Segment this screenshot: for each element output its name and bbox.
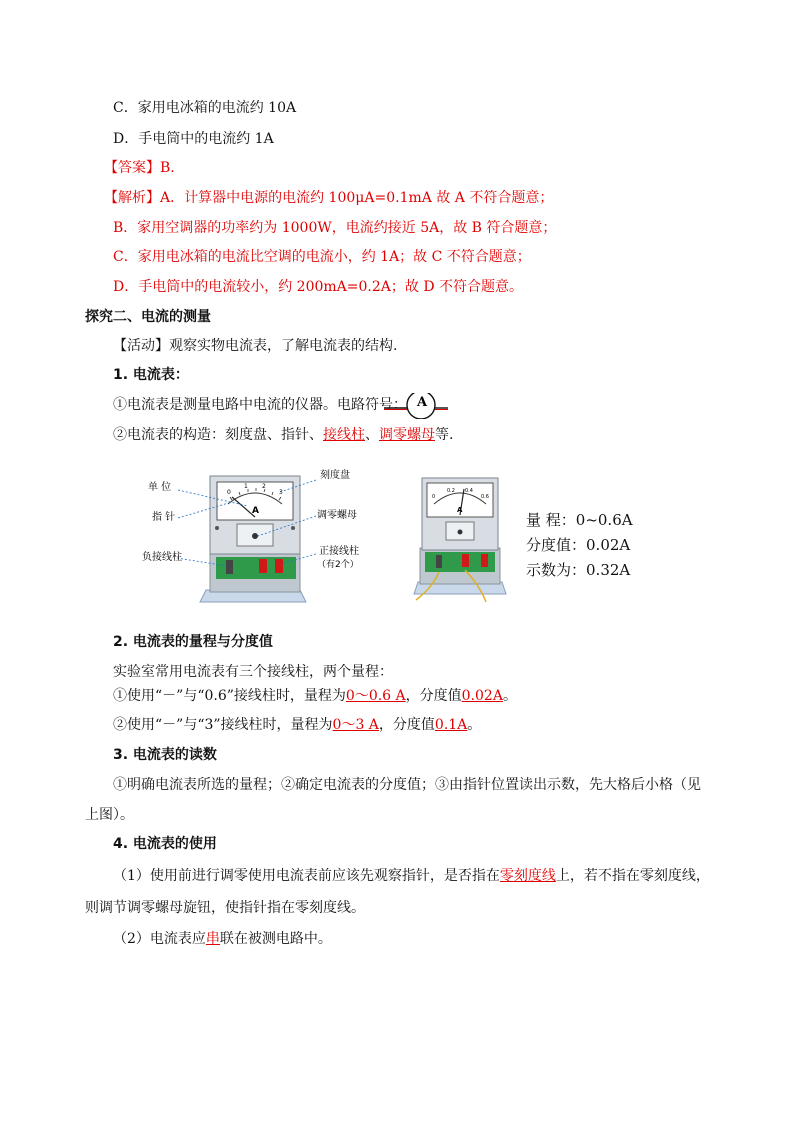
part4-p2-a: （2）电流表应 xyxy=(113,931,206,947)
range-06: 0～0.6 A xyxy=(345,688,406,704)
part4-p2 xyxy=(113,929,332,949)
tick-label-3: 3 xyxy=(279,489,283,496)
ammeter-symbol-letter: A xyxy=(416,395,428,410)
part1-item2-sep: 、 xyxy=(365,427,379,443)
reading-range-label: 量 程： xyxy=(526,511,576,529)
ammeter-diagram xyxy=(140,462,410,607)
part3-heading: 3. 电流表的读数 xyxy=(113,747,217,763)
ammeter-symbol-icon xyxy=(384,393,448,419)
part2-l1-b: ，分度值 xyxy=(405,688,462,704)
part4-p2-b: 联在被测电路中。 xyxy=(219,931,332,947)
part3-l2: 上图）。 xyxy=(85,807,134,823)
analysis-c: C．家用电冰箱的电流比空调的电流小，约 1A；故 C 不符合题意； xyxy=(113,249,531,265)
division-002: 0.02A xyxy=(461,688,503,704)
label-pos-terminal: 正接线柱 xyxy=(319,546,359,557)
label-unit: 单 位 xyxy=(148,482,172,493)
part1-item1: ①电流表是测量电路中电流的仪器。电路符号： xyxy=(113,397,407,413)
option-c: C．家用电冰箱的电流约 10A xyxy=(113,100,297,116)
analysis-a: A．计算器中电源的电流约 100μA=0.1mA 故 A 不符合题意； xyxy=(160,190,554,206)
part2-l1-a: ①使用“－”与“0.6”接线柱时，量程为 xyxy=(113,688,346,704)
zero-line-term: 零刻度线 xyxy=(499,868,556,884)
tick-label-0: 0 xyxy=(227,489,231,496)
label-pointer: 指 针 xyxy=(152,512,176,523)
part4-p1 xyxy=(113,866,710,886)
option-d: D．手电筒中的电流约 1A xyxy=(113,131,274,147)
reading-value-label: 示数为： xyxy=(526,561,587,579)
reading-tick-02: 0.2 xyxy=(447,488,455,494)
activity-line xyxy=(113,336,397,356)
reading-division-value: 0.02A xyxy=(586,536,631,554)
reading-division xyxy=(526,535,630,555)
part1-item2 xyxy=(113,425,453,445)
part1-heading: 1. 电流表： xyxy=(113,367,189,383)
reading-range xyxy=(526,510,633,530)
section-title: 探究二、电流的测量 xyxy=(85,309,211,325)
meter-letter: A xyxy=(252,506,259,516)
activity-text: 观察实物电流表，了解电流表的结构. xyxy=(169,338,398,354)
division-01: 0.1A xyxy=(434,717,468,733)
analysis-line-a xyxy=(104,188,553,208)
part2-line2 xyxy=(113,715,481,735)
zero-nut xyxy=(252,533,258,539)
reading-value xyxy=(526,560,630,580)
analysis-label: 【解析】 xyxy=(104,190,160,206)
reading-tick-04: 0.4 xyxy=(465,488,473,494)
answer-label: 【答案】 xyxy=(104,160,160,176)
terminal-term: 接线柱 xyxy=(323,427,365,443)
ammeter-reading-diagram xyxy=(410,470,510,605)
part1-item2-prefix: ②电流表的构造：刻度盘、指针、 xyxy=(113,427,323,443)
range-3: 0～3 A xyxy=(332,717,379,733)
analysis-d: D．手电筒中的电流较小，约 200mA=0.2A；故 D 不符合题意。 xyxy=(113,279,524,295)
label-zero-nut: 调零螺母 xyxy=(317,510,357,521)
series-term: 串 xyxy=(205,931,220,947)
reading-tick-06: 0.6 xyxy=(481,494,489,500)
part4-p1-a: （1）使用前进行调零使用电流表前应该先观察指针，是否指在 xyxy=(113,868,500,884)
zero-nut-term: 调零螺母 xyxy=(379,427,435,443)
part2-l2-b: ，分度值 xyxy=(378,717,435,733)
part2-l2-a: ②使用“－”与“3”接线柱时，量程为 xyxy=(113,717,333,733)
part4-heading: 4. 电流表的使用 xyxy=(113,836,217,852)
answer-value: B. xyxy=(160,160,175,176)
part4-p1-l2: 则调节调零螺母旋钮，使指针指在零刻度线。 xyxy=(85,900,365,916)
analysis-b: B．家用空调器的功率约为 1000W，电流约接近 5A，故 B 符合题意； xyxy=(113,220,557,236)
reading-division-label: 分度值： xyxy=(526,536,587,554)
part2-l2-c: 。 xyxy=(467,717,482,733)
part2-heading: 2. 电流表的量程与分度值 xyxy=(113,634,273,650)
part1-item2-suffix: 等. xyxy=(435,427,454,443)
part2-intro: 实验室常用电流表有三个接线柱，两个量程： xyxy=(113,664,393,680)
reading-value-number: 0.32A xyxy=(586,561,631,579)
part3-l1: ①明确电流表所选的量程；②确定电流表的分度值；③由指针位置读出示数，先大格后小格（见 xyxy=(113,777,701,793)
activity-label: 【活动】 xyxy=(113,338,169,354)
answer-line xyxy=(104,158,175,178)
part4-p1-b: 上，若不指在零刻度线， xyxy=(555,868,710,884)
tick-label-2: 2 xyxy=(262,483,266,490)
reading-meter-letter: A xyxy=(457,506,463,514)
part2-line1 xyxy=(113,686,517,706)
label-neg-terminal: 负接线柱 xyxy=(142,552,182,563)
reading-tick-0: 0 xyxy=(432,494,436,500)
part2-l1-c: 。 xyxy=(502,688,517,704)
reading-range-value: 0~0.6A xyxy=(575,511,633,529)
label-dial: 刻度盘 xyxy=(320,470,350,481)
label-pos-terminal-note: （有2个） xyxy=(317,560,359,570)
tick-label-1: 1 xyxy=(244,483,248,490)
